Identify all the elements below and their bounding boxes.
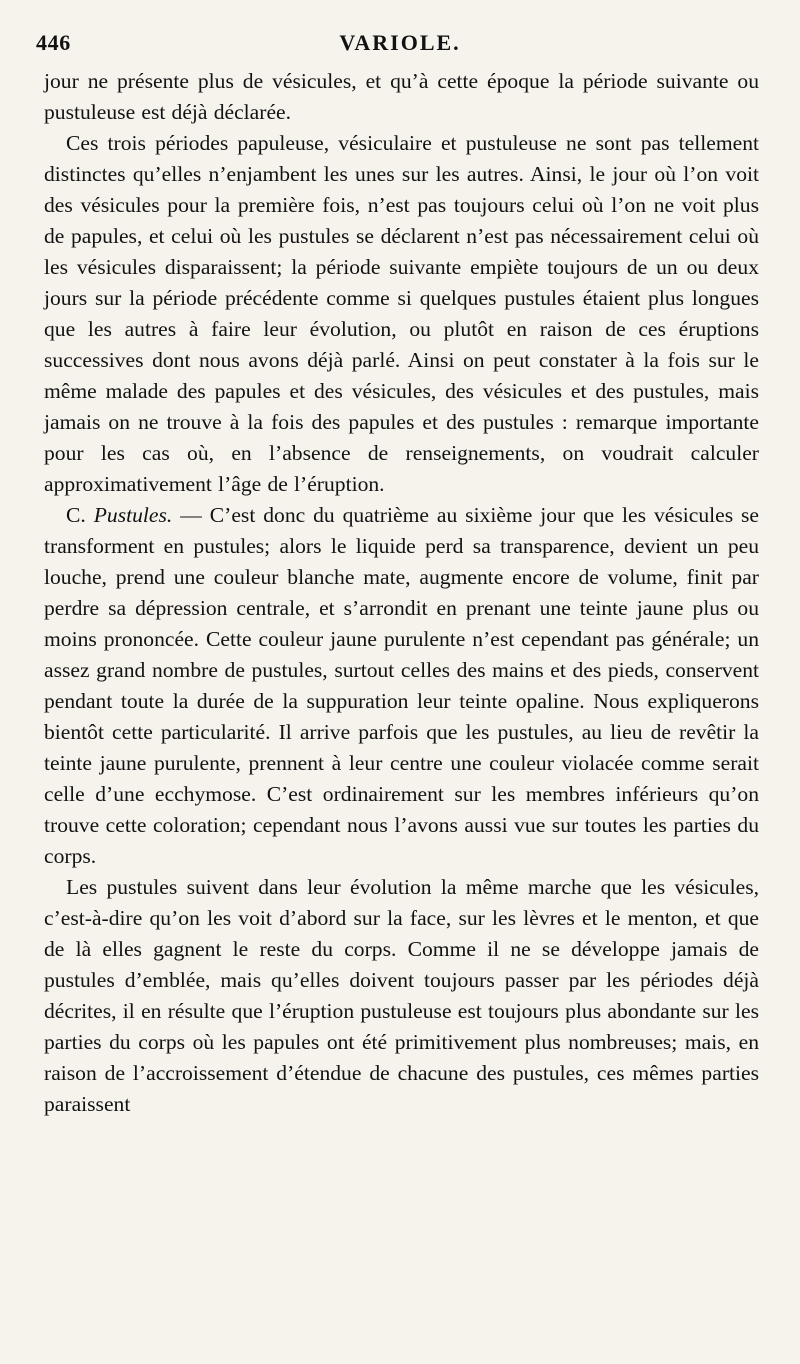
paragraph-pustules [44, 500, 759, 872]
section-title: Pustules. [93, 503, 173, 527]
page-body [44, 66, 759, 1120]
page-number: 446 [36, 30, 71, 55]
running-title: VARIOLE. [339, 30, 461, 55]
paragraph-text: — C’est donc du quatrième au sixième jour que les vésicules se transforment en pustules; alors le liquide perd sa transparence, devient un peu louche, prend une couleur blanche mate, augmente encore de volume, finit par perdre sa dépression centrale, et s’arrondit en prenant une teinte jaune plus ou moins prononcée. Cette couleur jaune purulente n’est cependant pas générale; un assez grand nombre de pustules, surtout celles des mains et des pieds, conservent pendant toute la durée de la suppuration leur teinte opaline. Nous expliquerons bientôt cette particularité. Il arrive parfois que les pustules, au lieu de revêtir la teinte jaune purulente, prennent à leur centre une couleur violacée comme serait celle d’une ecchymose. C’est ordinairement sur les membres inférieurs qu’on trouve cette coloration; cependant nous l’avons aussi vue sur toutes les parties du corps. [44, 503, 760, 868]
page-header [36, 30, 764, 64]
section-letter: C. [66, 503, 86, 527]
paragraph-periods: Ces trois périodes papuleuse, vésiculaire et pustuleuse ne sont pas tellement distinctes qu’elles n’enjambent les unes sur les autres. Ainsi, le jour où l’on voit des vésicules pour la première fois, n’est pas toujours celui où l’on ne voit plus de papules, et celui où les pustules se déclarent n’est pas nécessairement celui où les vésicules disparaissent; la période suivante empiète toujours de un ou deux jours sur la période précédente comme si quelques pustules étaient plus longues que les autres à faire leur évolution, ou plutôt en raison de ces éruptions successives dont nous avons déjà parlé. Ainsi on peut constater à la fois sur le même malade des papules et des vésicules, des vésicules et des pustules, mais jamais on ne trouve à la fois des papules et des pustules : remarque importante pour les cas où, en l’absence de renseignements, on voudrait calculer approximativement l’âge de l’éruption. [44, 131, 759, 496]
paragraph-evolution: Les pustules suivent dans leur évolution la même marche que les vésicules, c’est-à-dire qu’on les voit d’abord sur la face, sur les lèvres et le menton, et que de là elles gagnent le reste du corps. Comme il ne se développe jamais de pustules d’emblée, mais qu’elles doivent toujours passer par les périodes déjà décrites, il en résulte que l’éruption pustuleuse est toujours plus abondante sur les parties du corps où les papules ont été primitivement plus nombreuses; mais, en raison de l’accroissement d’étendue de chacune des pustules, ces mêmes parties paraissent [44, 875, 759, 1116]
paragraph-continuation: jour ne présente plus de vésicules, et qu’à cette époque la période suivante ou pustuleuse est déjà déclarée. [44, 69, 759, 124]
